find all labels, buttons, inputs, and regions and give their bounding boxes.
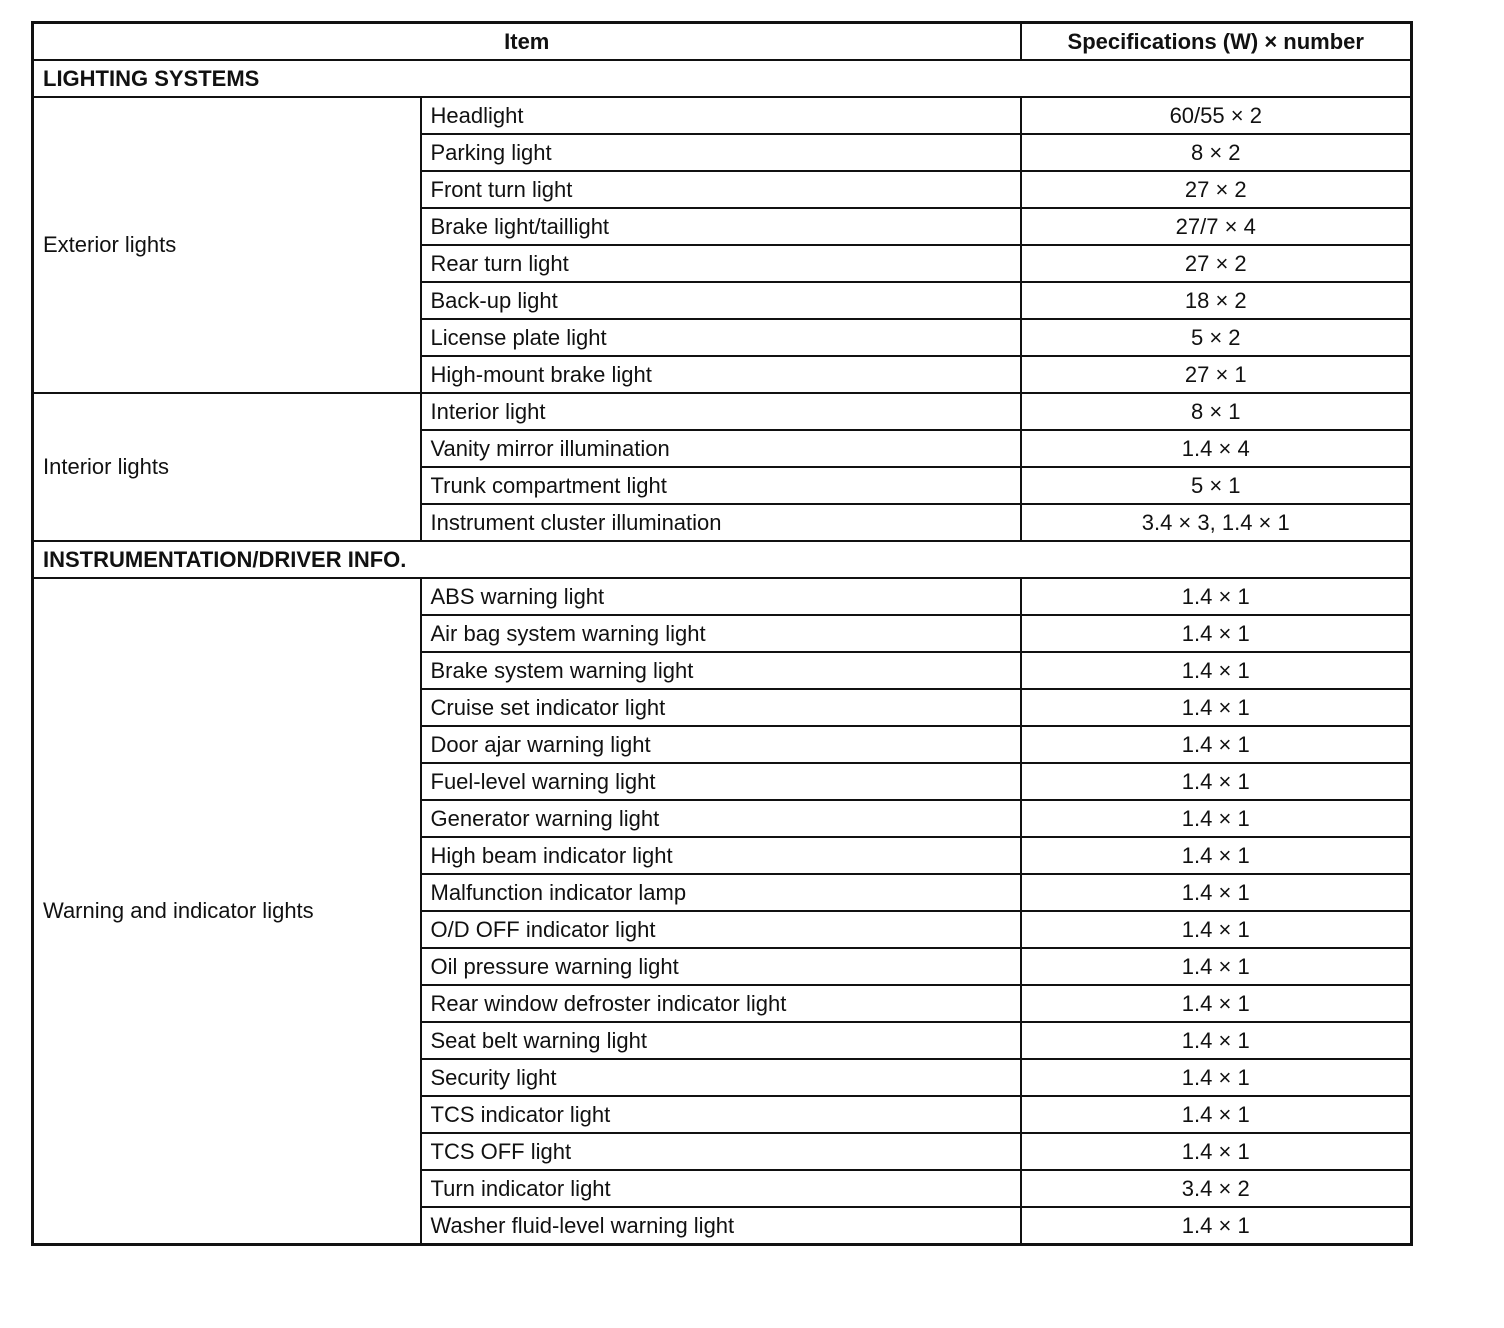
section-header-row [33,541,1412,578]
section-header-row [33,60,1412,97]
item-name: Parking light [421,134,1021,171]
item-name: Generator warning light [421,800,1021,837]
item-name: Headlight [421,97,1021,134]
group-label: Interior lights [33,393,421,541]
group-label: Warning and indicator lights [33,578,421,1245]
item-specification: 1.4 × 1 [1021,615,1412,652]
item-name: Turn indicator light [421,1170,1021,1207]
item-name: Oil pressure warning light [421,948,1021,985]
item-name: Brake system warning light [421,652,1021,689]
item-name: Interior light [421,393,1021,430]
item-name: TCS OFF light [421,1133,1021,1170]
item-specification: 1.4 × 1 [1021,1096,1412,1133]
item-specification: 18 × 2 [1021,282,1412,319]
item-name: Door ajar warning light [421,726,1021,763]
item-specification: 1.4 × 1 [1021,763,1412,800]
item-specification: 1.4 × 4 [1021,430,1412,467]
item-name: Rear window defroster indicator light [421,985,1021,1022]
item-name: Trunk compartment light [421,467,1021,504]
item-specification: 5 × 1 [1021,467,1412,504]
section-title: LIGHTING SYSTEMS [33,60,1412,97]
table-row [33,393,1412,430]
item-specification: 1.4 × 1 [1021,911,1412,948]
item-name: Vanity mirror illumination [421,430,1021,467]
table-body [33,60,1412,1245]
item-specification: 1.4 × 1 [1021,652,1412,689]
item-name: Security light [421,1059,1021,1096]
item-name: ABS warning light [421,578,1021,615]
item-name: O/D OFF indicator light [421,911,1021,948]
item-specification: 3.4 × 3, 1.4 × 1 [1021,504,1412,541]
item-specification: 1.4 × 1 [1021,1133,1412,1170]
item-name: TCS indicator light [421,1096,1021,1133]
item-specification: 1.4 × 1 [1021,689,1412,726]
item-specification: 8 × 1 [1021,393,1412,430]
item-specification: 1.4 × 1 [1021,1207,1412,1245]
item-name: High beam indicator light [421,837,1021,874]
table-header-row [33,23,1412,61]
group-label: Exterior lights [33,97,421,393]
table-row [33,578,1412,615]
item-specification: 1.4 × 1 [1021,800,1412,837]
item-specification: 8 × 2 [1021,134,1412,171]
header-item: Item [33,23,1021,61]
item-specification: 1.4 × 1 [1021,578,1412,615]
item-name: Front turn light [421,171,1021,208]
item-name: Seat belt warning light [421,1022,1021,1059]
item-specification: 5 × 2 [1021,319,1412,356]
item-specification: 27/7 × 4 [1021,208,1412,245]
item-specification: 27 × 2 [1021,245,1412,282]
header-specifications: Specifications (W) × number [1021,23,1412,61]
item-name: Instrument cluster illumination [421,504,1021,541]
item-specification: 27 × 1 [1021,356,1412,393]
item-specification: 1.4 × 1 [1021,726,1412,763]
item-name: Cruise set indicator light [421,689,1021,726]
item-specification: 1.4 × 1 [1021,874,1412,911]
item-name: Back-up light [421,282,1021,319]
item-name: Brake light/taillight [421,208,1021,245]
item-specification: 1.4 × 1 [1021,1022,1412,1059]
item-name: License plate light [421,319,1021,356]
item-specification: 1.4 × 1 [1021,1059,1412,1096]
table-row [33,97,1412,134]
item-name: Malfunction indicator lamp [421,874,1021,911]
item-name: High-mount brake light [421,356,1021,393]
item-name: Fuel-level warning light [421,763,1021,800]
section-title: INSTRUMENTATION/DRIVER INFO. [33,541,1412,578]
item-specification: 27 × 2 [1021,171,1412,208]
item-specification: 3.4 × 2 [1021,1170,1412,1207]
item-name: Washer fluid-level warning light [421,1207,1021,1245]
bulb-specification-table [31,21,1413,1246]
item-specification: 1.4 × 1 [1021,948,1412,985]
item-specification: 1.4 × 1 [1021,837,1412,874]
item-specification: 1.4 × 1 [1021,985,1412,1022]
item-specification: 60/55 × 2 [1021,97,1412,134]
item-name: Air bag system warning light [421,615,1021,652]
item-name: Rear turn light [421,245,1021,282]
